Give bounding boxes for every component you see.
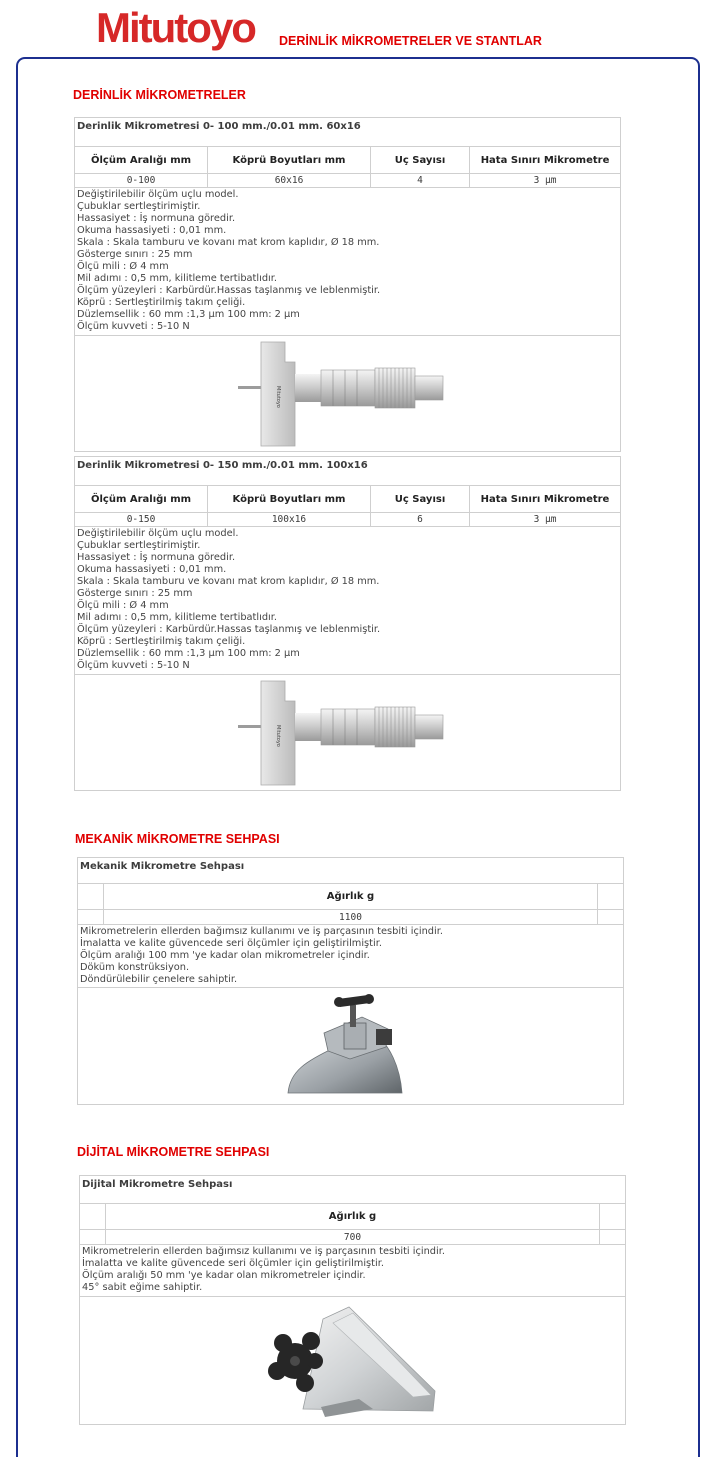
description-line: 45° sabit eğime sahiptir. [82,1282,203,1293]
description-line: Çubuklar sertleştirimiştir. [77,540,201,551]
description-line: Mikrometrelerin ellerden bağımsız kullanımı ve iş parçasının tesbiti içindir. [82,1246,445,1257]
description-line: İmalatta ve kalite güvencede seri ölçümler için geliştirilmiştir. [80,938,382,949]
value-bridge-size: 60x16 [208,174,371,188]
mitutoyo-logo[interactable]: Mitutoyo [96,4,255,51]
column-header-bridge-size: Köprü Boyutları mm [208,147,371,174]
description-line: Döndürülebilir çenelere sahiptir. [80,974,238,985]
digital-stand-image [263,1299,443,1423]
description-line: Okuma hassasiyeti : 0,01 mm. [77,564,227,575]
column-header-measuring-range: Ölçüm Aralığı mm [75,147,208,174]
column-header-error-limit: Hata Sınırı Mikrometre [470,486,621,513]
product-description [75,188,621,336]
description-line: Ölçüm yüzeyleri : Karbürdür.Hassas taşlanmış ve leblenmiştir. [77,285,381,296]
page-header [0,0,708,58]
product-image-cell [75,336,621,452]
depth-micrometer-image [233,338,463,450]
page-title: DERİNLİK MİKROMETRELER VE STANTLAR [279,34,542,48]
description-line: Mil adımı : 0,5 mm, kilitleme tertibatlıdır. [77,612,278,623]
product-name: Dijital Mikrometre Sehpası [80,1176,626,1204]
empty-cell [598,910,624,925]
product-image-cell [78,988,624,1105]
column-header-bridge-size: Köprü Boyutları mm [208,486,371,513]
description-line: Düzlemsellik : 60 mm :1,3 µm 100 mm: 2 µm [77,648,300,659]
description-line: Düzlemsellik : 60 mm :1,3 µm 100 mm: 2 µm [77,309,300,320]
description-line: Ölçüm kuvveti : 5-10 N [77,660,190,671]
description-line: Gösterge sınırı : 25 mm [77,249,193,260]
section-title-depth-micrometers: DERİNLİK MİKROMETRELER [73,88,246,102]
product-name: Derinlik Mikrometresi 0- 100 mm./0.01 mm. 60x16 [75,118,621,147]
column-header-tip-count: Uç Sayısı [371,147,470,174]
value-error-limit: 3 µm [470,174,621,188]
product-description [80,1245,626,1297]
column-header-tip-count: Uç Sayısı [371,486,470,513]
value-measuring-range: 0-150 [75,513,208,527]
description-line: Hassasiyet : İş normuna göredir. [77,213,236,224]
product-table-mechanical-stand [77,857,624,1105]
value-bridge-size: 100x16 [208,513,371,527]
description-line: Çubuklar sertleştirimiştir. [77,201,201,212]
mechanical-stand-image [276,989,426,1103]
value-tip-count: 4 [371,174,470,188]
svg-text:Mitutoyo: Mitutoyo [274,724,281,747]
description-line: Köprü : Sertleştirilmiş takım çeliği. [77,297,246,308]
value-weight: 1100 [104,910,598,925]
section-title-digital-stand: DİJİTAL MİKROMETRE SEHPASI [77,1145,270,1159]
empty-cell [78,910,104,925]
value-weight: 700 [106,1230,600,1245]
product-description [75,527,621,675]
empty-cell [78,884,104,910]
empty-cell [80,1230,106,1245]
column-header-error-limit: Hata Sınırı Mikrometre [470,147,621,174]
value-tip-count: 6 [371,513,470,527]
value-error-limit: 3 µm [470,513,621,527]
description-line: Mil adımı : 0,5 mm, kilitleme tertibatlıdır. [77,273,278,284]
product-table-digital-stand [79,1175,626,1425]
description-line: Skala : Skala tamburu ve kovanı mat krom kaplıdır, Ø 18 mm. [77,576,380,587]
description-line: Ölçüm aralığı 50 mm 'ye kadar olan mikrometreler içindir. [82,1270,366,1281]
description-line: Değiştirilebilir ölçüm uçlu model. [77,528,239,539]
description-line: Ölçüm aralığı 100 mm 'ye kadar olan mikrometreler içindir. [80,950,370,961]
product-description [78,925,624,988]
description-line: Ölçü mili : Ø 4 mm [77,261,169,272]
empty-cell [598,884,624,910]
empty-cell [600,1230,626,1245]
column-header-weight: Ağırlık g [106,1204,600,1230]
product-table-depth-micrometer-100 [74,117,621,452]
description-line: Ölçüm yüzeyleri : Karbürdür.Hassas taşlanmış ve leblenmiştir. [77,624,381,635]
description-line: Skala : Skala tamburu ve kovanı mat krom kaplıdır, Ø 18 mm. [77,237,380,248]
description-line: Okuma hassasiyeti : 0,01 mm. [77,225,227,236]
product-image-cell [75,675,621,791]
empty-cell [80,1204,106,1230]
depth-micrometer-image [233,677,463,789]
column-header-weight: Ağırlık g [104,884,598,910]
product-name: Derinlik Mikrometresi 0- 150 mm./0.01 mm. 100x16 [75,457,621,486]
description-line: Mikrometrelerin ellerden bağımsız kullanımı ve iş parçasının tesbiti içindir. [80,926,443,937]
svg-text:Mitutoyo: Mitutoyo [274,385,281,408]
section-title-mechanical-stand: MEKANİK MİKROMETRE SEHPASI [75,832,280,846]
column-header-measuring-range: Ölçüm Aralığı mm [75,486,208,513]
value-measuring-range: 0-100 [75,174,208,188]
description-line: Hassasiyet : İş normuna göredir. [77,552,236,563]
product-name: Mekanik Mikrometre Sehpası [78,858,624,884]
description-line: İmalatta ve kalite güvencede seri ölçümler için geliştirilmiştir. [82,1258,384,1269]
empty-cell [600,1204,626,1230]
description-line: Döküm konstrüksiyon. [80,962,190,973]
product-table-depth-micrometer-150 [74,456,621,791]
description-line: Ölçüm kuvveti : 5-10 N [77,321,190,332]
description-line: Değiştirilebilir ölçüm uçlu model. [77,189,239,200]
description-line: Köprü : Sertleştirilmiş takım çeliği. [77,636,246,647]
description-line: Ölçü mili : Ø 4 mm [77,600,169,611]
description-line: Gösterge sınırı : 25 mm [77,588,193,599]
product-image-cell [80,1297,626,1425]
